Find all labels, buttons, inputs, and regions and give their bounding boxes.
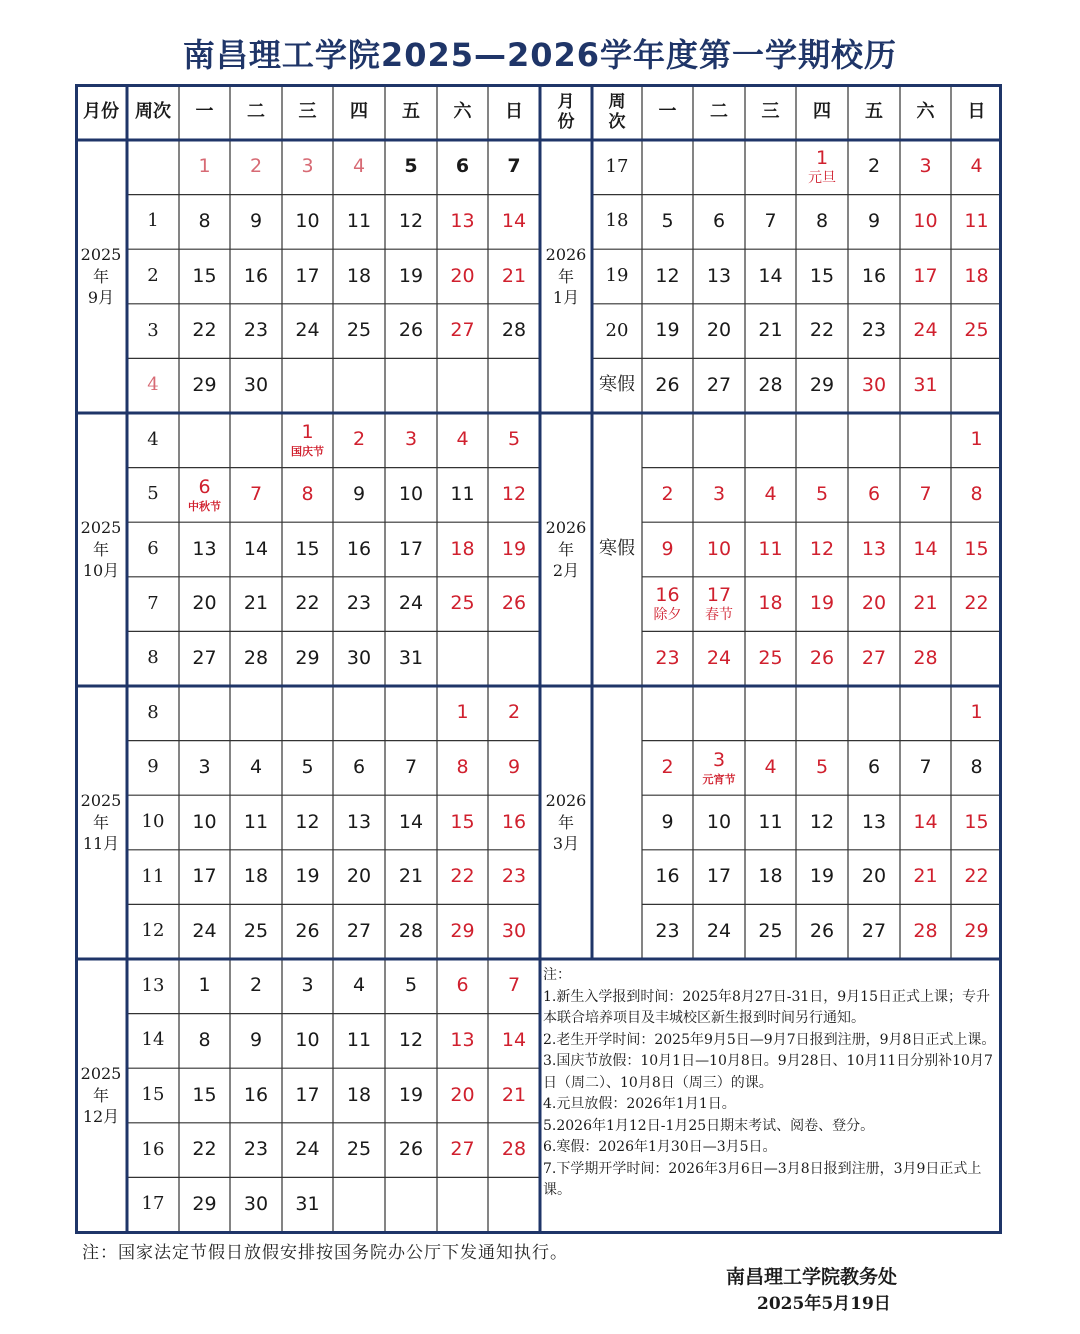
day-number: 9 (249, 209, 263, 232)
week-number: 16 (141, 1138, 165, 1160)
day-number: 8 (301, 482, 314, 505)
day-number: 4 (352, 155, 366, 178)
day-number: 18 (758, 865, 783, 888)
day-number: 7 (404, 755, 418, 778)
week-number: 寒假 (599, 374, 635, 396)
header-cell: 二 (247, 100, 265, 122)
day-number: 16 (655, 583, 680, 606)
day-number: 26 (501, 592, 527, 615)
holiday-label: 元宵节 (702, 772, 736, 786)
day-number: 28 (913, 646, 938, 669)
day-number: 14 (398, 810, 424, 833)
day-number: 6 (456, 974, 469, 997)
day-number: 8 (198, 1028, 211, 1051)
day-number: 19 (809, 865, 835, 888)
header-cell: 三 (298, 100, 317, 122)
day-number: 30 (346, 646, 372, 669)
day-number: 10 (295, 1028, 320, 1051)
day-number: 11 (964, 209, 989, 232)
footnote: 注：国家法定节假日放假安排按国务院办公厅下发通知执行。 (82, 1243, 568, 1263)
note-item: 4.元旦放假：2026年1月1日。 (543, 1096, 736, 1112)
week-span-label: 寒假 (599, 538, 635, 560)
day-number: 3 (404, 428, 418, 451)
day-number: 4 (352, 974, 366, 997)
day-number: 18 (243, 865, 269, 888)
day-number: 19 (398, 264, 424, 287)
day-number: 4 (249, 755, 263, 778)
week-number: 6 (147, 538, 159, 560)
day-number: 10 (706, 810, 732, 833)
day-number: 21 (501, 1083, 527, 1106)
day-number: 24 (295, 1138, 320, 1161)
month-label: 2025 年 11月 (80, 791, 122, 854)
day-number: 17 (192, 865, 217, 888)
day-number: 4 (970, 155, 983, 178)
day-number: 9 (352, 482, 366, 505)
day-number: 21 (758, 319, 783, 342)
day-number: 22 (964, 592, 989, 615)
day-number: 26 (295, 919, 320, 942)
day-number: 17 (398, 537, 424, 560)
day-number: 5 (661, 209, 674, 232)
day-number: 27 (192, 646, 217, 669)
day-number: 18 (964, 264, 989, 287)
day-number: 12 (501, 482, 527, 505)
day-number: 23 (243, 319, 269, 342)
month-label: 2026 年 1月 (545, 245, 587, 308)
day-number: 12 (809, 537, 835, 560)
day-number: 27 (450, 1138, 475, 1161)
day-number: 2 (352, 428, 366, 451)
day-number: 15 (295, 537, 320, 560)
day-number: 22 (295, 592, 320, 615)
holiday-label: 中秋节 (188, 499, 221, 513)
day-number: 30 (861, 373, 887, 396)
day-number: 18 (346, 1083, 372, 1106)
day-number: 14 (243, 537, 269, 560)
day-number: 3 (301, 155, 314, 178)
day-number: 23 (655, 919, 680, 942)
day-number: 29 (809, 373, 835, 396)
holiday-label: 除夕 (653, 606, 682, 623)
day-number: 4 (764, 482, 777, 505)
day-number: 21 (501, 264, 527, 287)
header-cell: 四 (813, 100, 831, 122)
day-number: 2 (867, 155, 881, 178)
day-number: 6 (198, 475, 211, 498)
day-number: 13 (861, 810, 887, 833)
day-number: 8 (970, 482, 983, 505)
day-number: 2 (249, 155, 263, 178)
day-number: 19 (295, 865, 320, 888)
day-number: 11 (450, 482, 475, 505)
day-number: 15 (964, 810, 989, 833)
day-number: 6 (867, 755, 881, 778)
day-number: 22 (450, 865, 475, 888)
day-number: 1 (970, 701, 983, 724)
day-number: 27 (861, 646, 887, 669)
day-number: 1 (198, 155, 211, 178)
day-number: 31 (295, 1192, 320, 1215)
issuing-office: 南昌理工学院教务处 (726, 1266, 898, 1288)
day-number: 12 (809, 810, 835, 833)
week-number: 5 (147, 483, 159, 505)
day-number: 28 (243, 646, 269, 669)
day-number: 25 (758, 919, 783, 942)
day-number: 11 (346, 1028, 372, 1051)
day-number: 13 (346, 810, 372, 833)
day-number: 14 (913, 810, 938, 833)
day-number: 4 (456, 428, 469, 451)
day-number: 12 (398, 1028, 424, 1051)
day-number: 8 (815, 209, 829, 232)
day-number: 9 (661, 537, 674, 560)
day-number: 15 (809, 264, 835, 287)
day-number: 11 (243, 810, 269, 833)
day-number: 20 (346, 865, 372, 888)
week-number: 15 (141, 1084, 165, 1106)
day-number: 3 (919, 155, 932, 178)
header-cell: 二 (710, 100, 728, 122)
day-number: 10 (398, 482, 424, 505)
day-number: 9 (661, 810, 674, 833)
day-number: 1 (301, 421, 314, 444)
week-number: 7 (147, 592, 159, 614)
day-number: 14 (913, 537, 938, 560)
day-number: 18 (450, 537, 475, 560)
day-number: 5 (301, 755, 314, 778)
header-cell: 六 (453, 100, 472, 122)
day-number: 31 (398, 646, 424, 669)
day-number: 29 (295, 646, 320, 669)
day-number: 17 (295, 1083, 320, 1106)
day-number: 5 (815, 755, 829, 778)
note-item: 1.新生入学报到时间：2025年8月27日-31日，9月15日正式上课；专升本联合培养项目及丰城校区新生报到时间另行通知。 (543, 988, 990, 1026)
header-cell: 周 次 (608, 91, 626, 132)
week-number: 17 (141, 1193, 165, 1215)
day-number: 10 (295, 209, 320, 232)
week-number: 13 (141, 974, 165, 996)
day-number: 17 (295, 264, 320, 287)
day-number: 4 (764, 755, 777, 778)
week-number: 1 (147, 210, 159, 232)
header-cell: 月份 (83, 100, 119, 122)
day-number: 27 (706, 373, 732, 396)
day-number: 9 (249, 1028, 263, 1051)
day-number: 7 (249, 482, 263, 505)
day-number: 1 (970, 428, 983, 451)
note-item: 2.老生开学时间：2025年9月5日—9月7日报到注册，9月8日正式上课。 (543, 1031, 996, 1048)
header-cell: 五 (402, 100, 420, 122)
day-number: 24 (398, 592, 424, 615)
day-number: 15 (192, 264, 217, 287)
day-number: 13 (450, 1028, 475, 1051)
day-number: 16 (501, 810, 527, 833)
day-number: 7 (507, 974, 521, 997)
day-number: 16 (346, 537, 372, 560)
notes-heading: 注： (543, 967, 571, 983)
day-number: 22 (192, 319, 217, 342)
day-number: 9 (507, 755, 521, 778)
week-number: 12 (141, 920, 165, 942)
day-number: 3 (301, 974, 314, 997)
day-number: 2 (249, 974, 263, 997)
day-number: 26 (655, 373, 680, 396)
day-number: 29 (192, 373, 217, 396)
week-number: 4 (147, 428, 159, 450)
day-number: 27 (861, 919, 887, 942)
day-number: 14 (758, 264, 783, 287)
week-number: 14 (141, 1029, 165, 1051)
day-number: 25 (346, 319, 372, 342)
day-number: 24 (192, 919, 217, 942)
day-number: 29 (964, 919, 989, 942)
day-number: 11 (758, 537, 783, 560)
day-number: 21 (913, 865, 938, 888)
day-number: 13 (706, 264, 732, 287)
week-number: 11 (141, 865, 165, 887)
day-number: 28 (501, 1138, 527, 1161)
day-number: 8 (456, 755, 469, 778)
day-number: 12 (655, 264, 680, 287)
day-number: 22 (192, 1138, 217, 1161)
day-number: 11 (758, 810, 783, 833)
day-number: 19 (398, 1083, 424, 1106)
day-number: 5 (404, 155, 418, 178)
day-number: 23 (243, 1138, 269, 1161)
day-number: 28 (501, 319, 527, 342)
day-number: 23 (861, 319, 887, 342)
day-number: 22 (809, 319, 835, 342)
day-number: 28 (758, 373, 783, 396)
day-number: 24 (706, 646, 732, 669)
day-number: 25 (964, 319, 989, 342)
day-number: 7 (919, 482, 932, 505)
day-number: 13 (861, 537, 887, 560)
day-number: 20 (861, 865, 887, 888)
day-number: 16 (655, 865, 680, 888)
day-number: 13 (192, 537, 217, 560)
week-number: 8 (147, 647, 159, 669)
day-number: 28 (398, 919, 424, 942)
header-cell: 一 (195, 100, 214, 122)
day-number: 25 (450, 592, 475, 615)
day-number: 1 (198, 974, 211, 997)
day-number: 27 (450, 319, 475, 342)
holiday-label: 国庆节 (291, 444, 324, 458)
day-number: 3 (712, 482, 726, 505)
day-number: 26 (809, 919, 835, 942)
header-cell: 五 (865, 100, 883, 122)
day-number: 26 (809, 646, 835, 669)
week-number: 18 (605, 210, 629, 232)
header-cell: 六 (916, 100, 935, 122)
holiday-label: 春节 (705, 606, 733, 623)
day-number: 13 (450, 209, 475, 232)
day-number: 3 (712, 748, 726, 771)
day-number: 15 (964, 537, 989, 560)
day-number: 8 (198, 209, 211, 232)
day-number: 6 (867, 482, 881, 505)
day-number: 11 (346, 209, 372, 232)
holiday-label: 元旦 (808, 169, 836, 186)
day-number: 21 (243, 592, 269, 615)
note-item: 5.2026年1月12日-1月25日期末考试、阅卷、登分。 (543, 1117, 875, 1134)
week-number: 4 (147, 374, 159, 396)
day-number: 1 (456, 701, 469, 724)
day-number: 30 (243, 373, 269, 396)
header-cell: 一 (658, 100, 677, 122)
day-number: 23 (346, 592, 372, 615)
day-number: 6 (455, 155, 470, 178)
month-label: 2026 年 3月 (545, 791, 587, 854)
day-number: 14 (501, 209, 527, 232)
day-number: 6 (352, 755, 366, 778)
day-number: 30 (501, 919, 527, 942)
day-number: 17 (706, 865, 732, 888)
notes-panel (543, 965, 1000, 1202)
week-number: 2 (147, 265, 159, 287)
day-number: 2 (661, 755, 674, 778)
month-label: 2025 年 9月 (80, 245, 122, 308)
day-number: 17 (706, 583, 732, 606)
day-number: 15 (450, 810, 475, 833)
day-number: 25 (243, 919, 269, 942)
note-item: 3.国庆节放假：10月1日—10月8日。9月28日、10月11日分别补10月7日（周二）、10月8日（周三）的课。 (543, 1053, 993, 1091)
day-number: 8 (970, 755, 983, 778)
day-number: 24 (913, 319, 938, 342)
day-number: 15 (192, 1083, 217, 1106)
day-number: 24 (706, 919, 732, 942)
day-number: 23 (655, 646, 680, 669)
header-cell: 四 (350, 100, 368, 122)
day-number: 21 (398, 865, 424, 888)
day-number: 31 (913, 373, 938, 396)
day-number: 20 (861, 592, 887, 615)
day-number: 29 (450, 919, 475, 942)
day-number: 10 (913, 209, 938, 232)
day-number: 23 (501, 865, 527, 888)
day-number: 12 (398, 209, 424, 232)
header-cell: 三 (761, 100, 780, 122)
day-number: 5 (404, 974, 418, 997)
day-number: 10 (192, 810, 217, 833)
day-number: 2 (507, 701, 521, 724)
week-number: 19 (605, 265, 629, 287)
day-number: 16 (243, 1083, 269, 1106)
day-number: 19 (501, 537, 527, 560)
day-number: 7 (764, 209, 777, 232)
day-number: 30 (243, 1192, 269, 1215)
day-number: 9 (867, 209, 881, 232)
day-number: 25 (758, 646, 783, 669)
day-number: 19 (655, 319, 680, 342)
header-cell: 日 (967, 100, 986, 122)
day-number: 18 (758, 592, 783, 615)
day-number: 28 (913, 919, 938, 942)
week-number: 8 (147, 701, 159, 723)
day-number: 20 (450, 1083, 475, 1106)
day-number: 18 (346, 264, 372, 287)
day-number: 27 (346, 919, 372, 942)
day-number: 7 (507, 155, 521, 178)
day-number: 10 (706, 537, 732, 560)
day-number: 20 (450, 264, 475, 287)
month-label: 2025 年 10月 (80, 518, 122, 581)
day-number: 1 (815, 146, 829, 169)
header-cell: 日 (505, 100, 523, 122)
day-number: 6 (712, 209, 726, 232)
day-number: 22 (964, 865, 989, 888)
month-label: 2026 年 2月 (545, 518, 587, 581)
note-item: 7.下学期开学时间：2026年3月6日—3月8日报到注册，3月9日正式上课。 (543, 1160, 982, 1198)
day-number: 7 (919, 755, 932, 778)
month-label: 2025 年 12月 (80, 1064, 122, 1127)
day-number: 5 (815, 482, 829, 505)
day-number: 2 (661, 482, 674, 505)
issue-date: 2025年5月19日 (757, 1294, 891, 1314)
day-number: 3 (198, 755, 211, 778)
day-number: 14 (501, 1028, 527, 1051)
day-number: 24 (295, 319, 320, 342)
day-number: 16 (861, 264, 887, 287)
day-number: 19 (809, 592, 835, 615)
day-number: 17 (913, 264, 938, 287)
week-number: 20 (605, 319, 629, 341)
day-number: 16 (243, 264, 269, 287)
week-number: 3 (147, 319, 159, 341)
note-item: 6.寒假：2026年1月30日—3月5日。 (543, 1139, 777, 1155)
day-number: 12 (295, 810, 320, 833)
day-number: 20 (192, 592, 217, 615)
day-number: 26 (398, 319, 424, 342)
header-cell: 周次 (135, 100, 171, 122)
day-number: 26 (398, 1138, 424, 1161)
week-number: 17 (605, 155, 629, 177)
page-title: 南昌理工学院2025—2026学年度第一学期校历 (182, 36, 898, 74)
day-number: 20 (706, 319, 732, 342)
day-number: 5 (507, 428, 521, 451)
day-number: 21 (913, 592, 938, 615)
week-number: 10 (141, 811, 165, 833)
day-number: 29 (192, 1192, 217, 1215)
day-number: 25 (346, 1138, 372, 1161)
week-number: 9 (147, 756, 159, 778)
header-cell: 月 份 (557, 91, 575, 132)
